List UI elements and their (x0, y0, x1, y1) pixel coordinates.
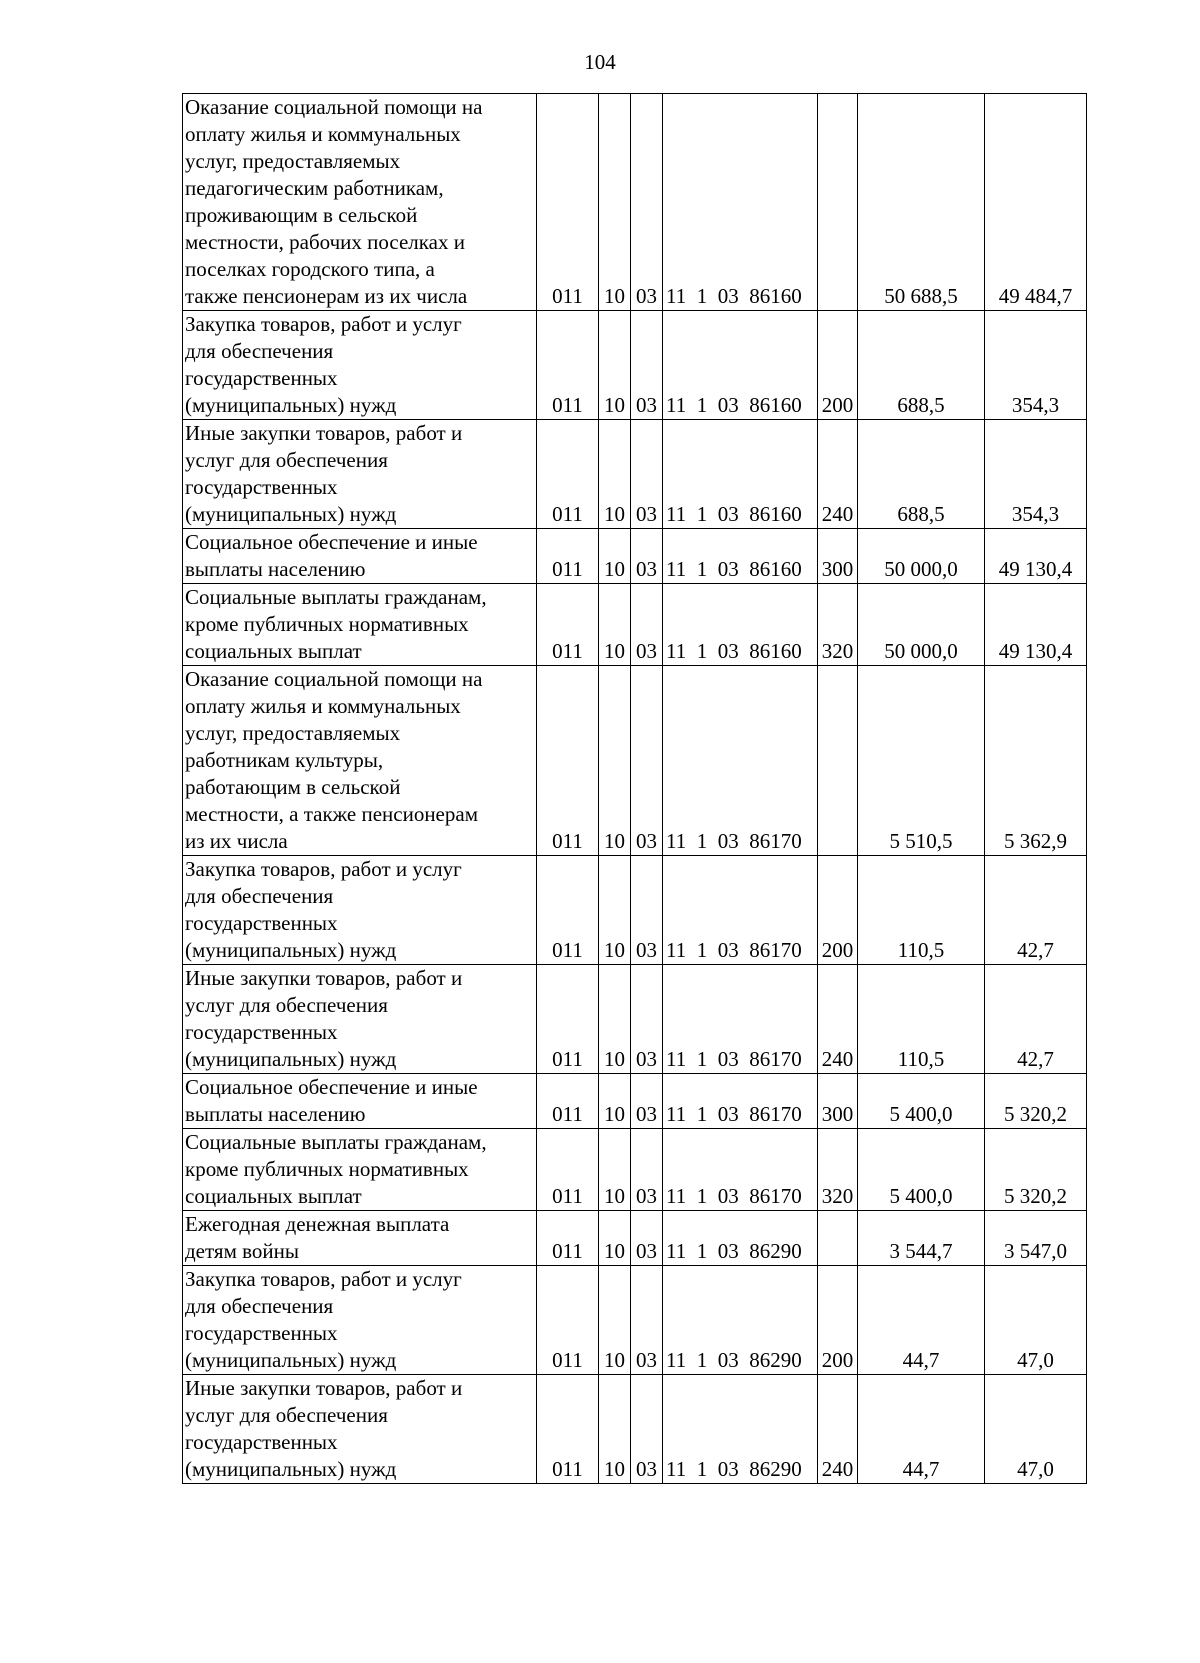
section-code-cell: 10 (599, 856, 631, 965)
description-line: выплаты населению (185, 557, 366, 581)
expense-type-cell: 300 (818, 1074, 858, 1129)
subsection-code-cell: 03 (631, 1266, 663, 1375)
target-article-cell: 11 1 03 86160 (663, 584, 818, 666)
description-line: детям войны (185, 1239, 299, 1263)
description-cell (183, 1375, 537, 1484)
description-line: (муниципальных) нужд (185, 1348, 397, 1372)
ministry-code-cell: 011 (537, 666, 599, 856)
amount-executed-cell: 49 130,4 (985, 584, 1087, 666)
amount-planned-cell: 5 400,0 (858, 1129, 985, 1211)
target-article-cell: 11 1 03 86290 (663, 1211, 818, 1266)
table-row (183, 856, 1087, 965)
description-line: услуг, предоставляемых (185, 721, 401, 745)
description-line: государственных (185, 366, 338, 390)
table-row (183, 420, 1087, 529)
expense-type-cell (818, 94, 858, 311)
section-code-cell: 10 (599, 420, 631, 529)
description-line: социальных выплат (185, 1184, 362, 1208)
description-line: Ежегодная денежная выплата (185, 1212, 450, 1236)
subsection-code-cell: 03 (631, 666, 663, 856)
description-line: для обеспечения (185, 884, 334, 908)
ministry-code-cell: 011 (537, 1129, 599, 1211)
amount-planned-cell: 110,5 (858, 856, 985, 965)
amount-executed-cell: 5 320,2 (985, 1074, 1087, 1129)
amount-planned-cell: 50 000,0 (858, 529, 985, 584)
amount-planned-cell: 44,7 (858, 1375, 985, 1484)
description-line: из их числа (185, 829, 288, 853)
description-line: (муниципальных) нужд (185, 393, 397, 417)
target-article-cell: 11 1 03 86160 (663, 94, 818, 311)
table-row (183, 1074, 1087, 1129)
description-cell (183, 1129, 537, 1211)
description-cell (183, 965, 537, 1074)
description-line: Социальные выплаты гражданам, (185, 585, 487, 609)
subsection-code-cell: 03 (631, 584, 663, 666)
ministry-code-cell: 011 (537, 94, 599, 311)
expense-type-cell (818, 1211, 858, 1266)
expense-type-cell: 240 (818, 420, 858, 529)
description-line: для обеспечения (185, 339, 334, 363)
description-cell (183, 666, 537, 856)
ministry-code-cell: 011 (537, 311, 599, 420)
subsection-code-cell: 03 (631, 1074, 663, 1129)
description-line: оплату жилья и коммунальных (185, 122, 461, 146)
description-line: государственных (185, 1430, 338, 1454)
expense-type-cell: 240 (818, 1375, 858, 1484)
section-code-cell: 10 (599, 584, 631, 666)
description-cell (183, 1074, 537, 1129)
target-article-cell: 11 1 03 86170 (663, 965, 818, 1074)
table-row (183, 666, 1087, 856)
table-row (183, 584, 1087, 666)
amount-executed-cell: 42,7 (985, 856, 1087, 965)
description-cell (183, 584, 537, 666)
expense-type-cell: 300 (818, 529, 858, 584)
description-cell (183, 1266, 537, 1375)
table-row (183, 94, 1087, 311)
description-line: (муниципальных) нужд (185, 502, 397, 526)
amount-executed-cell: 5 362,9 (985, 666, 1087, 856)
description-cell (183, 94, 537, 311)
description-line: (муниципальных) нужд (185, 938, 397, 962)
amount-executed-cell: 47,0 (985, 1266, 1087, 1375)
target-article-cell: 11 1 03 86160 (663, 529, 818, 584)
ministry-code-cell: 011 (537, 856, 599, 965)
expense-type-cell: 240 (818, 965, 858, 1074)
section-code-cell: 10 (599, 965, 631, 1074)
description-line: услуг для обеспечения (185, 1403, 388, 1427)
description-line: Закупка товаров, работ и услуг (185, 1267, 462, 1291)
table-row (183, 311, 1087, 420)
section-code-cell: 10 (599, 1211, 631, 1266)
description-line: государственных (185, 1321, 338, 1345)
expense-type-cell: 320 (818, 584, 858, 666)
description-line: оплату жилья и коммунальных (185, 694, 461, 718)
description-line: Закупка товаров, работ и услуг (185, 857, 462, 881)
section-code-cell: 10 (599, 311, 631, 420)
target-article-cell: 11 1 03 86170 (663, 856, 818, 965)
description-line: государственных (185, 475, 338, 499)
amount-planned-cell: 5 400,0 (858, 1074, 985, 1129)
description-line: Иные закупки товаров, работ и (185, 421, 463, 445)
amount-executed-cell: 5 320,2 (985, 1129, 1087, 1211)
amount-planned-cell: 5 510,5 (858, 666, 985, 856)
description-cell (183, 529, 537, 584)
description-cell (183, 1211, 537, 1266)
ministry-code-cell: 011 (537, 420, 599, 529)
description-line: работникам культуры, (185, 748, 384, 772)
section-code-cell: 10 (599, 1375, 631, 1484)
amount-executed-cell: 42,7 (985, 965, 1087, 1074)
ministry-code-cell: 011 (537, 584, 599, 666)
target-article-cell: 11 1 03 86160 (663, 311, 818, 420)
page-number: 104 (584, 50, 616, 74)
subsection-code-cell: 03 (631, 856, 663, 965)
subsection-code-cell: 03 (631, 420, 663, 529)
subsection-code-cell: 03 (631, 1211, 663, 1266)
amount-executed-cell: 49 484,7 (985, 94, 1087, 311)
table-row (183, 1211, 1087, 1266)
section-code-cell: 10 (599, 1129, 631, 1211)
description-line: Социальное обеспечение и иные (185, 530, 478, 554)
description-line: местности, а также пенсионерам (185, 802, 478, 826)
amount-planned-cell: 688,5 (858, 311, 985, 420)
description-line: Иные закупки товаров, работ и (185, 966, 463, 990)
description-cell (183, 420, 537, 529)
amount-planned-cell: 688,5 (858, 420, 985, 529)
description-cell (183, 311, 537, 420)
description-line: Социальное обеспечение и иные (185, 1075, 478, 1099)
table-row (183, 1375, 1087, 1484)
description-line: местности, рабочих поселках и (185, 230, 465, 254)
description-line: услуг, предоставляемых (185, 149, 401, 173)
description-line: выплаты населению (185, 1102, 366, 1126)
amount-executed-cell: 3 547,0 (985, 1211, 1087, 1266)
description-cell (183, 856, 537, 965)
amount-planned-cell: 44,7 (858, 1266, 985, 1375)
amount-executed-cell: 47,0 (985, 1375, 1087, 1484)
table-row (183, 1266, 1087, 1375)
subsection-code-cell: 03 (631, 965, 663, 1074)
ministry-code-cell: 011 (537, 1266, 599, 1375)
table-row (183, 1129, 1087, 1211)
description-line: социальных выплат (185, 639, 362, 663)
description-line: Иные закупки товаров, работ и (185, 1376, 463, 1400)
target-article-cell: 11 1 03 86290 (663, 1375, 818, 1484)
description-line: кроме публичных нормативных (185, 612, 469, 636)
ministry-code-cell: 011 (537, 1211, 599, 1266)
ministry-code-cell: 011 (537, 529, 599, 584)
amount-planned-cell: 50 688,5 (858, 94, 985, 311)
description-line: работающим в сельской (185, 775, 401, 799)
description-line: для обеспечения (185, 1294, 334, 1318)
subsection-code-cell: 03 (631, 94, 663, 311)
description-line: педагогическим работникам, (185, 176, 444, 200)
section-code-cell: 10 (599, 94, 631, 311)
description-line: проживающим в сельской (185, 203, 418, 227)
subsection-code-cell: 03 (631, 311, 663, 420)
amount-executed-cell: 49 130,4 (985, 529, 1087, 584)
description-line: услуг для обеспечения (185, 448, 388, 472)
description-line: (муниципальных) нужд (185, 1457, 397, 1481)
ministry-code-cell: 011 (537, 1375, 599, 1484)
section-code-cell: 10 (599, 1074, 631, 1129)
section-code-cell: 10 (599, 529, 631, 584)
subsection-code-cell: 03 (631, 1129, 663, 1211)
subsection-code-cell: 03 (631, 529, 663, 584)
budget-table (182, 93, 1087, 1484)
ministry-code-cell: 011 (537, 1074, 599, 1129)
description-line: Социальные выплаты гражданам, (185, 1130, 487, 1154)
expense-type-cell: 320 (818, 1129, 858, 1211)
table-body (183, 94, 1087, 1484)
subsection-code-cell: 03 (631, 1375, 663, 1484)
expense-type-cell (818, 666, 858, 856)
table-row (183, 529, 1087, 584)
description-line: поселках городского типа, а (185, 257, 435, 281)
expense-type-cell: 200 (818, 311, 858, 420)
target-article-cell: 11 1 03 86160 (663, 420, 818, 529)
description-line: государственных (185, 911, 338, 935)
description-line: услуг для обеспечения (185, 993, 388, 1017)
table-row (183, 965, 1087, 1074)
expense-type-cell: 200 (818, 1266, 858, 1375)
amount-executed-cell: 354,3 (985, 311, 1087, 420)
ministry-code-cell: 011 (537, 965, 599, 1074)
description-line: также пенсионерам из их числа (185, 284, 468, 308)
description-line: Закупка товаров, работ и услуг (185, 312, 462, 336)
section-code-cell: 10 (599, 666, 631, 856)
amount-planned-cell: 110,5 (858, 965, 985, 1074)
description-line: Оказание социальной помощи на (185, 667, 483, 691)
target-article-cell: 11 1 03 86290 (663, 1266, 818, 1375)
amount-planned-cell: 50 000,0 (858, 584, 985, 666)
description-line: государственных (185, 1020, 338, 1044)
description-line: Оказание социальной помощи на (185, 95, 483, 119)
target-article-cell: 11 1 03 86170 (663, 1074, 818, 1129)
section-code-cell: 10 (599, 1266, 631, 1375)
description-line: кроме публичных нормативных (185, 1157, 469, 1181)
target-article-cell: 11 1 03 86170 (663, 666, 818, 856)
amount-executed-cell: 354,3 (985, 420, 1087, 529)
description-line: (муниципальных) нужд (185, 1047, 397, 1071)
expense-type-cell: 200 (818, 856, 858, 965)
target-article-cell: 11 1 03 86170 (663, 1129, 818, 1211)
amount-planned-cell: 3 544,7 (858, 1211, 985, 1266)
